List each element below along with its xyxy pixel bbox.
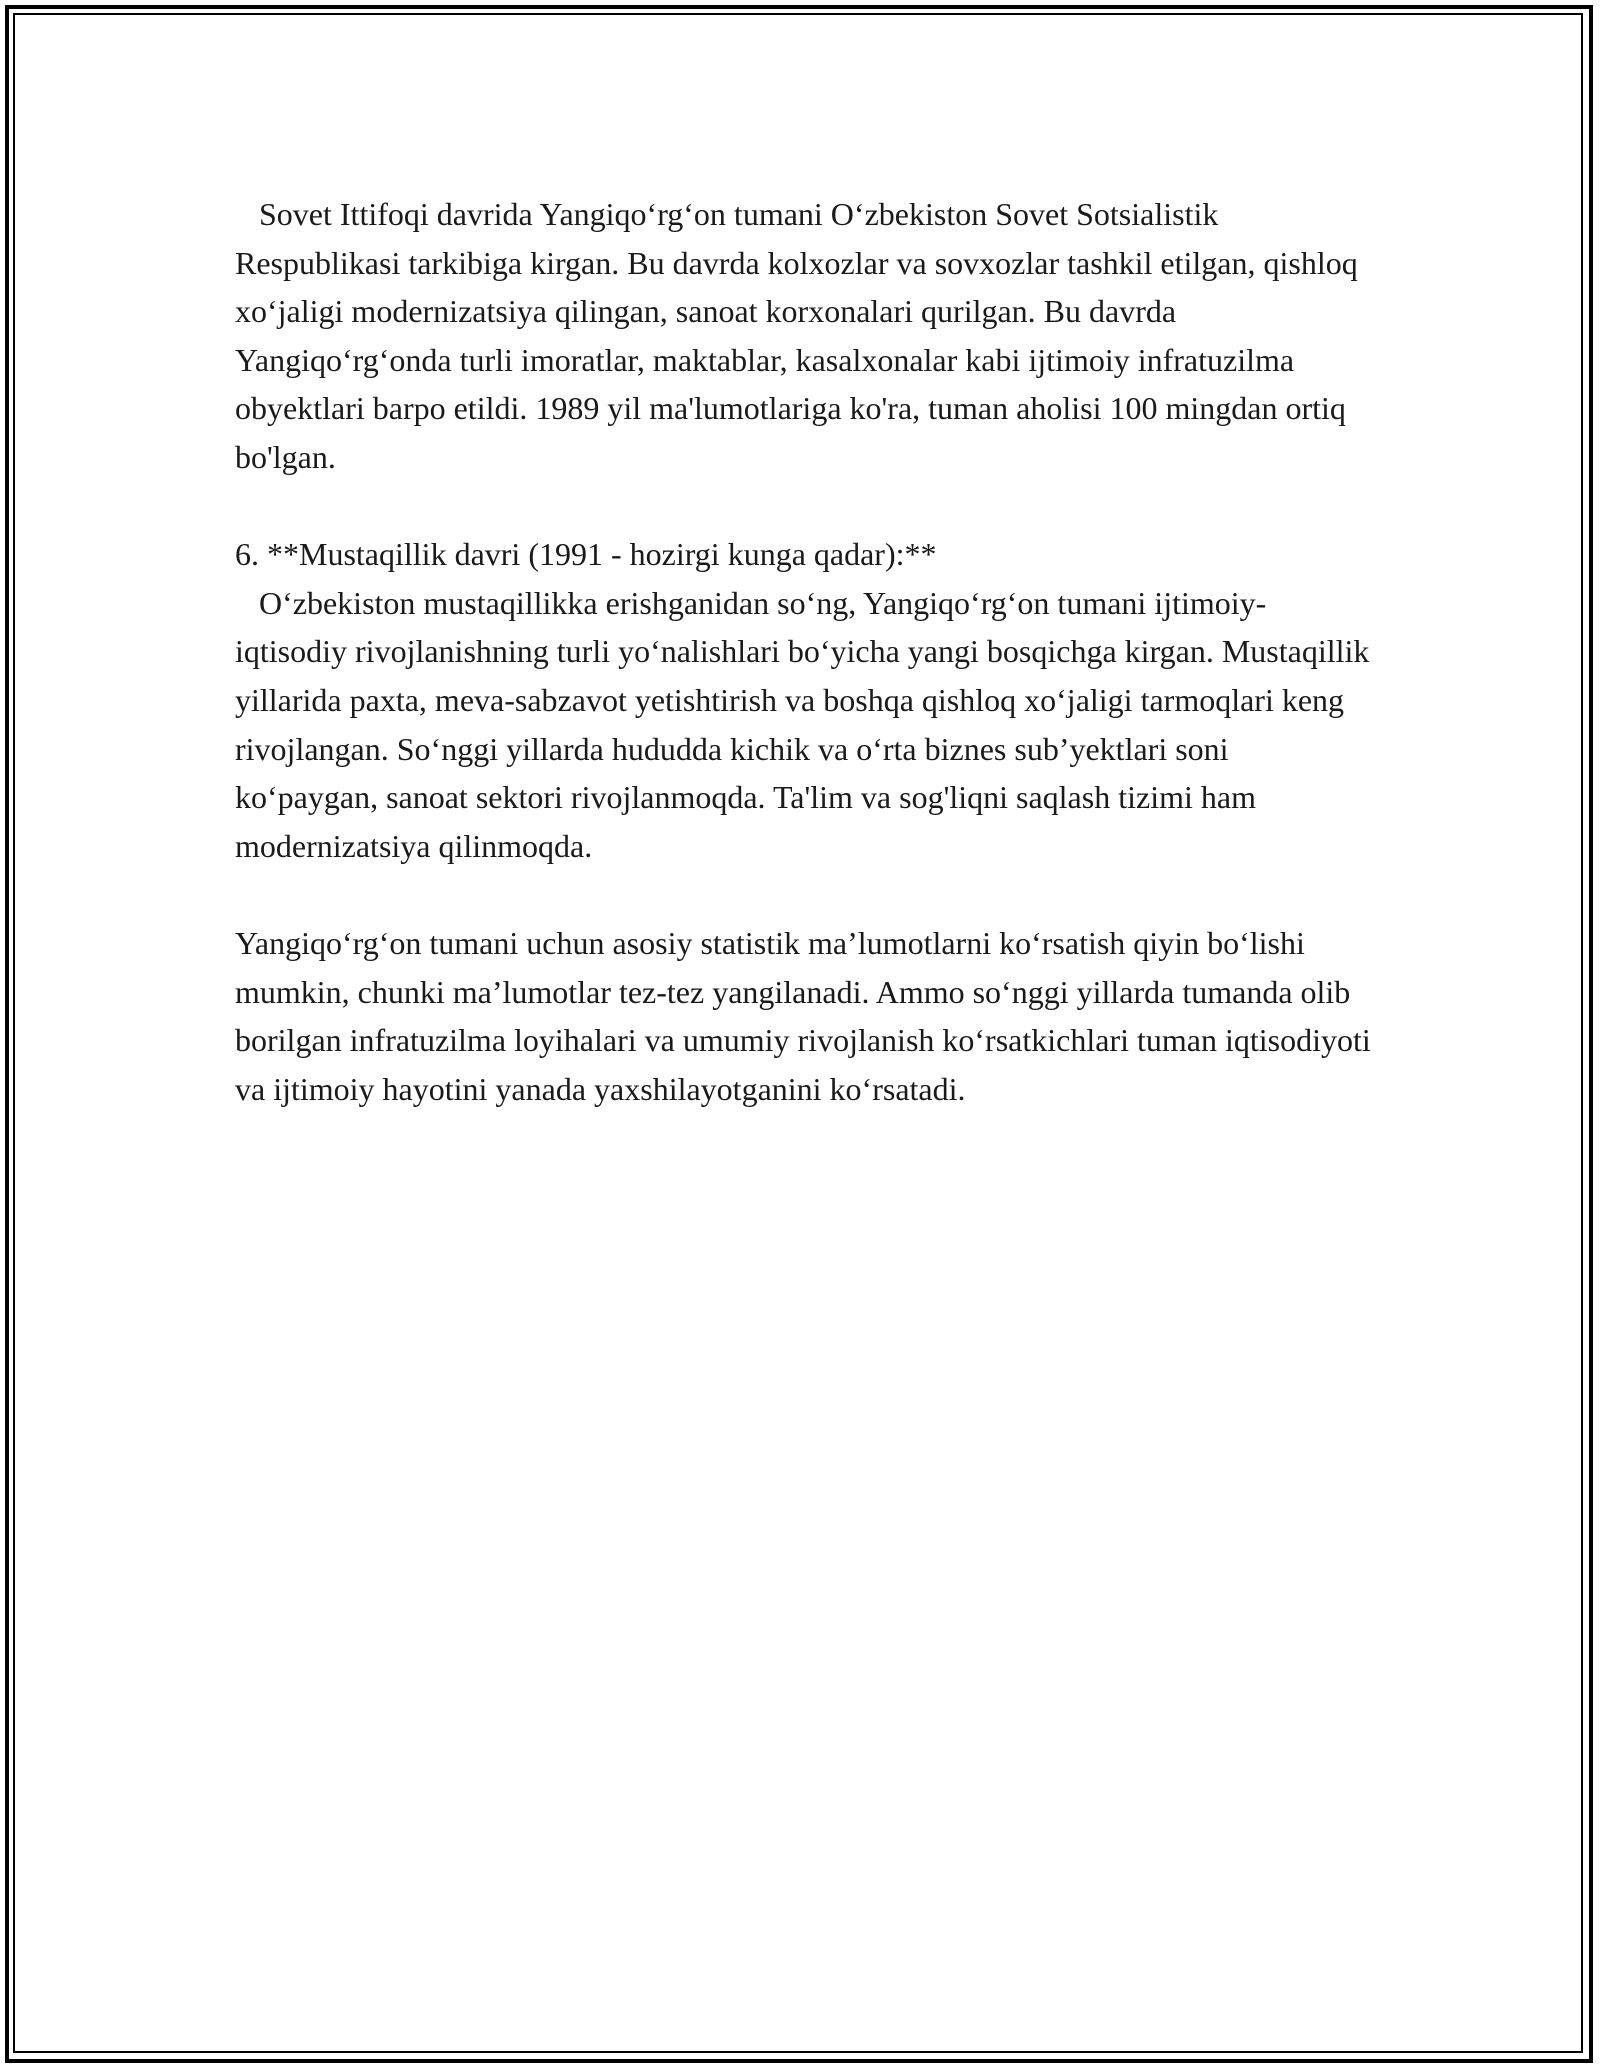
paragraph-spacer [235,870,1375,919]
document-body [235,190,1379,1113]
section-heading-independence: 6. **Mustaqillik davri (1991 - hozirgi kunga qadar):** [235,536,937,573]
paragraph-soviet-period: Sovet Ittifoqi davrida Yangiqo‘rg‘on tumani O‘zbekiston Sovet Sotsialistik Respublikasi tarkibiga kirgan. Bu davrda kolxozlar va sovxozlar tashkil etilgan, qishloq xo‘jaligi modernizatsiya qilingan, sanoat korxonalari qurilgan. Bu davrda Yangiqo‘rg‘onda turli imoratlar, maktablar, kasalxonalar kabi ijtimoiy infratuzilma obyektlari barpo etildi. 1989 yil ma'lumotlariga ko'ra, tuman aholisi 100 mingdan ortiq bo'lgan. [235,196,1366,475]
paragraph-spacer [235,482,1375,531]
paragraph-independence-period: O‘zbekiston mustaqillikka erishganidan so‘ng, Yangiqo‘rg‘on tumani ijtimoiy-iqtisodiy rivojlanishning turli yo‘nalishlari bo‘yicha yangi bosqichga kirgan. Mustaqillik yillarida paxta, meva-sabzavot yetishtirish va boshqa qishloq xo‘jaligi tarmoqlari keng rivojlangan. So‘nggi yillarda hududda kichik va o‘rta biznes sub’yektlari soni ko‘paygan, sanoat sektori rivojlanmoqda. Ta'lim va sog'liqni saqlash tizimi ham modernizatsiya qilinmoqda. [235,584,1378,864]
paragraph-statistics: Yangiqo‘rg‘on tumani uchun asosiy statistik ma’lumotlarni ko‘rsatish qiyin bo‘lishi mumkin, chunki ma’lumotlar tez-tez yangilanadi. Ammo so‘nggi yillarda tumanda olib borilgan infratuzilma loyihalari va umumiy rivojlanish ko‘rsatkichlari tuman iqtisodiyoti va ijtimoiy hayotini yanada yaxshilayotganini ko‘rsatadi. [235,924,1379,1107]
